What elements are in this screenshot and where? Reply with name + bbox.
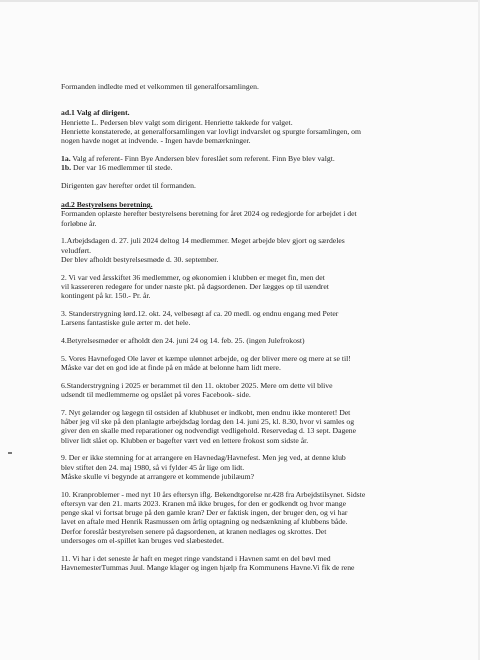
report-line: 3. Standerstrygning lørd.12. okt. 24, velbesøgt af ca. 20 medl. og endnu engang med Peter [61,309,339,318]
intro-paragraph: Formanden indledte med et velkommen til generalforsamlingen. [61,82,259,91]
report-item-5 [61,354,463,373]
report-line: 11. Vi har i det seneste år haft en meget ringe vandstand i Havnen samt en del bøvl med [61,553,331,563]
report-item-6 [61,381,463,400]
ad2-heading [61,200,463,209]
report-line: håber jeg vil ske på den planlagte arbejdsdag lordag den 14. juni 25, kl. 8.30, hvor vi samles og [61,416,355,426]
report-line: kontingent på kr. 150.- Pr. år. [61,291,151,301]
report-line: 7. Nyt gelænder og lægegn til ostsiden af klubhuset er indkobt, men endnu ikke monteret! Det [61,407,351,417]
ad2-intro [61,209,463,228]
report-line: bliver lidt slået op. Klubben er bagefter vært ved en lettere frokost som sidste år. [61,435,309,445]
report-line: Derfor foreslår bestyrelsen senere på dagsordenen, at kranen nedlages og skrottes. Det [61,526,327,536]
report-line: HavnemesterTummas Juul. Mange klager og ingen hjælp fra Kommunens Havne.Vi fik de rene [61,562,355,572]
report-line: 5. Vores Havnefoged Ole laver et kæmpe ulønnet arbejde, og der bliver mere og mere at se til! [61,353,351,363]
report-line: Larsens fantastiske gule ærter m. det hele. [61,318,191,328]
report-line: Måske var det en god ide at finde på en måde at belonne ham lidt mere. [61,362,281,372]
report-item-4 [61,336,463,345]
report-item-1 [61,236,463,264]
report-line: 1.Arbejdsdagen d. 27. juli 2024 deltog 14 medlemmer. Meget arbejde blev gjort og særdeles [61,236,345,246]
report-line: 10. Kranproblemer - med nyt 10 års eftersyn iflg. Bekendtgorelse nr.428 fra Arbejdstilsynet. Sidste [61,489,366,499]
report-line: vil kassereren redegøre for under næste pkt. på dagsordenen. Der lægges op til uændret [61,282,329,292]
ad1-heading: ad.1 Valg af dirigent. [61,108,130,118]
report-item-10 [61,490,463,546]
ad2-intro-line: Formanden oplæste herefter bestyrelsens beretning for året 2024 og redegjorde for arbejdet i det [61,209,357,219]
report-line: undersoges om el-spillet kan bruges ved slæbestedet. [61,535,224,545]
item-1b-label: 1b. [61,163,72,173]
report-line: blev stiftet den 24. maj 1980, så vi fylder 45 år lige om lidt. [61,462,245,472]
report-line: Måske skulle vi begynde at arrangere et kommende jubilæum? [61,471,254,481]
ad2-heading-text: ad.2 Bestyrelsens beretning. [61,200,153,210]
report-line: 9. Der er ikke stemning for at arrangere en Havnedag/Havnefest. Men jeg ved, at denne klub [61,453,346,463]
report-line: veludført. [61,245,92,255]
report-line: lavet en aftale med Henrik Rasmussen om årlig optagning og nedsænkning af klubbens både. [61,517,348,527]
scan-edge-top [0,0,480,2]
report-line: penge skal vi fortsat bruge på den gamle kran? Der er faktisk ingen, der bruger den, og vi har [61,508,348,518]
report-line: eftersyn var den 21. marts 2023. Kranen må ikke bruges, for den er godkendt og hvor mange [61,498,346,508]
ad1-line: Henriette L. Pedersen blev valgt som dirigent. Henriette takkede for valget. [61,117,293,127]
item-1a-text: Valg af referent- Finn Bye Andersen blev foreslået som referent. Finn Bye blev valgt. [70,153,335,163]
ad1-items [61,154,463,173]
report-line: 4.Betyrelsesmøder er afholdt den 24. juni 24 og 14. feb. 25. (ingen Julefrokost) [61,335,305,345]
ad1-closing: Dirigenten gav herefter ordet til formanden. [61,180,196,190]
report-item-11 [61,554,463,573]
ad1-line: nogen havde noget at indvende. - Ingen havde bemærkninger. [61,136,251,146]
section-ad2 [61,200,463,572]
report-line: giver den en skalle med reparationer og nodvendigt vedligehold. Reservedag d. 13 sept. Dagene [61,426,357,436]
report-line: 2. Vi var ved årsskiftet 36 medlemmer, og økonomien i klubben er meget fin, men det [61,272,325,282]
scan-mark [8,452,12,454]
ad1-paragraph [61,118,463,146]
ad1-line: Henriette konstaterede, at generalforsamlingen var lovligt indvarslet og spurgte forsamlingen, om [61,126,362,136]
report-line: Der blev afholdt bestyrelsesmøde d. 30. september. [61,255,219,265]
item-1b-text: Der var 16 medlemmer til stede. [71,163,173,173]
item-1a-label: 1a. [61,153,71,163]
report-line: 6.Standerstrygning i 2025 er berammet til den 11. oktober 2025. Mere om dette vil blive [61,380,333,390]
document-body [61,82,463,572]
item-1a [61,154,463,163]
ad2-intro-line: forløbne år. [61,218,97,228]
report-item-7 [61,408,463,445]
report-item-2 [61,273,463,301]
report-item-3 [61,309,463,328]
item-1b [61,163,463,172]
report-item-9 [61,453,463,481]
section-ad1 [61,108,463,190]
report-line: udsendt til medlemmerne og opslået på vores Facebook- side. [61,389,251,399]
